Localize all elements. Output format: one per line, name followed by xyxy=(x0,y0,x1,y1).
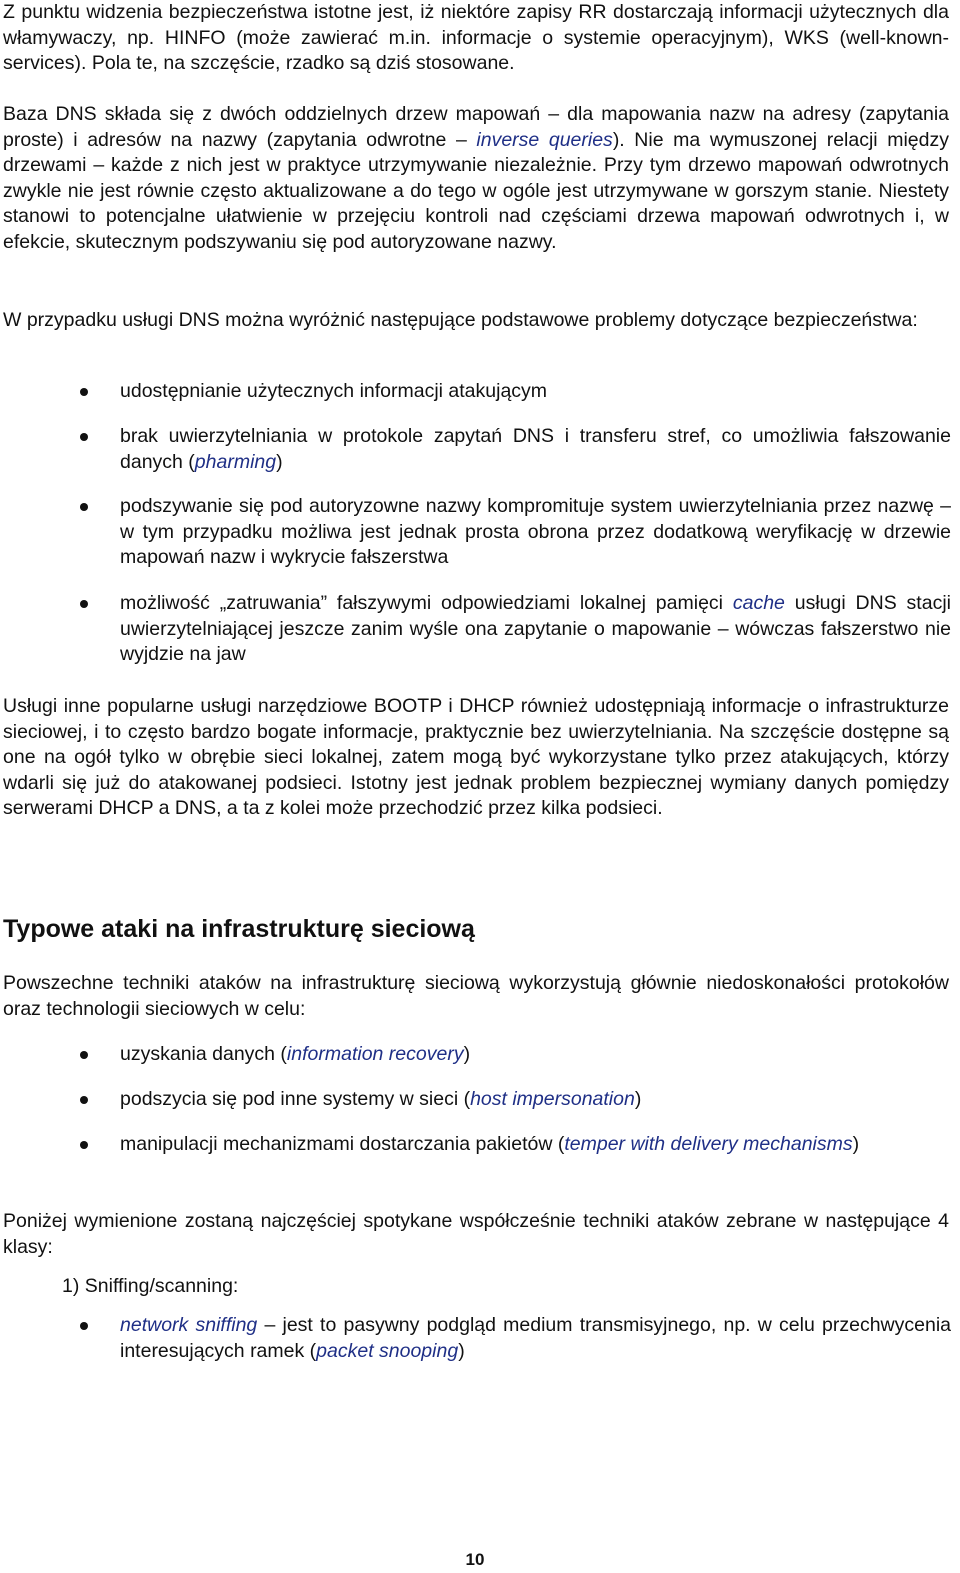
term-packet-snooping: packet snooping xyxy=(316,1339,459,1362)
paragraph-attack-classes: Poniżej wymienione zostaną najczęściej spotykane współcześnie techniki ataków zebrane w następujące 4 klasy: xyxy=(3,1210,949,1258)
list-item-text: podszycia się pod inne systemy w sieci (host impersonation) xyxy=(120,1088,642,1110)
bullet-icon xyxy=(80,1141,88,1149)
list-item-text: manipulacji mechanizmami dostarczania pakietów (temper with delivery mechanisms) xyxy=(120,1133,860,1155)
paragraph-rr-records: Z punktu widzenia bezpieczeństwa istotne jest, iż niektóre zapisy RR dostarczają informacji użytecznych dla włamywaczy, np. HINFO (może zawierać m.in. informacje o systemie operacyjnym), WKS (well-known-services). Pola te, na szczęście, rzadko są dziś stosowane. xyxy=(3,1,949,74)
list-item-text: uzyskania danych (information recovery) xyxy=(120,1043,471,1065)
page-number: 10 xyxy=(465,1550,485,1569)
bullet-icon xyxy=(80,1051,88,1059)
term-information-recovery: information recovery xyxy=(286,1043,464,1065)
list-item-text: udostępnianie użytecznych informacji atakującym xyxy=(120,380,548,402)
paragraph-dns-problems-intro: W przypadku usługi DNS można wyróżnić następujące podstawowe problemy dotyczące bezpieczeństwa: xyxy=(3,309,918,331)
term-host-impersonation: host impersonation xyxy=(470,1088,635,1110)
term-pharming: pharming xyxy=(194,450,277,473)
numbered-item-sniffing: 1) Sniffing/scanning: xyxy=(62,1275,239,1297)
term-cache: cache xyxy=(732,592,785,614)
bullet-icon xyxy=(80,388,88,396)
bullet-icon xyxy=(80,600,88,608)
term-temper-with-delivery: temper with delivery mechanisms xyxy=(564,1133,853,1155)
bullet-icon xyxy=(80,1096,88,1104)
section-heading: Typowe ataki na infrastrukturę sieciową xyxy=(3,915,475,943)
list-item-text: podszywanie się pod autoryzowne nazwy kompromituje system uwierzytelniania przez nazwę – w tym przypadku możliwa jest jednak prosta obrona przez dodatkową weryfikację w drzewie mapowań nazw i wykrycie fałszerstwa xyxy=(120,495,951,568)
paragraph-bootp-dhcp: Usługi inne popularne usługi narzędziowe BOOTP i DHCP również udostępniają informacje o infrastrukturze sieciowej, i to często bardzo bogate informacje, praktycznie bez uwierzytelniania. Na szczęście dostępne są one na ogół tylko w obrębie sieci lokalnej, zatem mogą być wykorzystane tylko przez atakujących, którzy wdarli się już do atakowanej podsieci. Istotny jest jednak problem bezpiecznej wymiany danych pomiędzy serwerami DHCP a DNS, a ta z kolei może przechodzić przez kilka podsieci. xyxy=(3,695,949,819)
list-item-text: network sniffing – jest to pasywny podgląd medium transmisyjnego, np. w celu przechwycenia interesujących ramek (packet snooping) xyxy=(120,1314,951,1362)
list-item-text: brak uwierzytelniania w protokole zapytań DNS i transferu stref, co umożliwia fałszowanie danych (pharming) xyxy=(120,425,951,473)
paragraph-dns-trees: Baza DNS składa się z dwóch oddzielnych drzew mapowań – dla mapowania nazw na adresy (zapytania proste) i adresów na nazwy (zapytania odwrotne – inverse queries). Nie ma wymuszonej relacji między drzewami – każde z nich jest w praktyce utrzymywanie niezależnie. Przy tym drzewo mapowań odwrotnych zwykle nie jest równie często aktualizowane a do tego w ogóle jest utrzymywane w gorszym stanie. Niestety stanowi to potencjalne ułatwienie w przejęciu kontroli nad częściami drzewa mapowań odwrotnych i, w efekcie, skutecznym podszywaniu się pod autoryzowane nazwy. xyxy=(3,103,949,253)
term-network-sniffing: network sniffing xyxy=(120,1314,258,1336)
bullet-icon xyxy=(80,433,88,441)
term-inverse-queries: inverse queries xyxy=(476,128,613,151)
bullet-icon xyxy=(80,1322,88,1330)
list-item-text: możliwość „zatruwania” fałszywymi odpowiedziami lokalnej pamięci cache usługi DNS stacji uwierzytelniającej jeszcze zanim wyśle ona zapytanie o mapowanie – wówczas fałszerstwo nie wyjdzie na jaw xyxy=(120,592,951,665)
paragraph-attack-goals-intro: Powszechne techniki ataków na infrastrukturę sieciową wykorzystują głównie niedoskonałości protokołów oraz technologii sieciowych w celu: xyxy=(3,972,949,1020)
bullet-icon xyxy=(80,503,88,511)
